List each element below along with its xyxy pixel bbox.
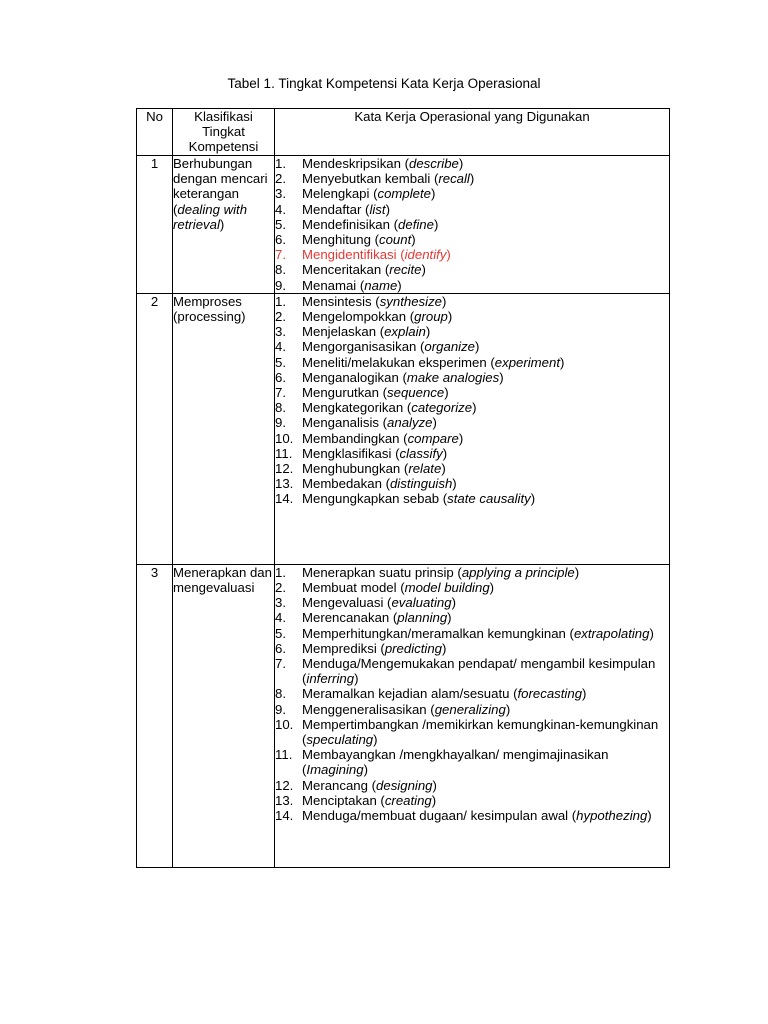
- item-end: ): [647, 808, 652, 824]
- item-end: ): [431, 186, 436, 202]
- item-english: compare: [407, 430, 459, 446]
- item-english: experiment: [494, 354, 561, 370]
- list-item: [275, 461, 669, 476]
- item-number: 2.: [275, 309, 286, 325]
- item-english: identify: [404, 247, 447, 263]
- item-english: state causality: [447, 491, 531, 507]
- item-number: 6.: [275, 640, 286, 656]
- item-text: Mengkategorikan (: [302, 400, 412, 416]
- list-item: [275, 793, 669, 808]
- item-english: group: [414, 309, 448, 325]
- item-end: ): [441, 461, 446, 477]
- item-english: hypothezing: [576, 808, 648, 824]
- item-english: name: [364, 277, 398, 293]
- item-text: Menganalogikan (: [302, 369, 407, 385]
- item-number: 12.: [275, 777, 294, 793]
- item-text: Mengungkapkan sebab (: [302, 491, 448, 507]
- item-end: ): [432, 415, 437, 431]
- item-text: Mengorganisasikan (: [302, 339, 425, 355]
- item-number: 4.: [275, 339, 286, 355]
- list-item: [275, 294, 669, 309]
- item-text: Menerapkan suatu prinsip (: [302, 564, 462, 580]
- item-number: 9.: [275, 701, 286, 717]
- list-item: [275, 686, 669, 701]
- row-classification: [173, 564, 275, 867]
- item-english: inferring: [306, 671, 355, 687]
- item-end: ): [447, 610, 452, 626]
- list-item: [275, 610, 669, 625]
- item-end: ): [373, 732, 378, 748]
- item-english: explain: [384, 324, 426, 340]
- item-end: ): [472, 400, 477, 416]
- row-number: 3: [137, 564, 173, 867]
- item-english: complete: [377, 186, 432, 202]
- item-number: 8.: [275, 262, 286, 278]
- item-end: ): [442, 293, 447, 309]
- list-item: [275, 217, 669, 232]
- list-item: [275, 186, 669, 201]
- item-english: categorize: [411, 400, 473, 416]
- item-number: 7.: [275, 247, 286, 263]
- item-english: predicting: [384, 640, 442, 656]
- item-end: ): [397, 277, 402, 293]
- item-number: 14.: [275, 491, 294, 507]
- item-number: 10.: [275, 716, 294, 732]
- item-number: 7.: [275, 656, 286, 672]
- item-english: describe: [409, 156, 459, 171]
- item-end: ): [385, 201, 390, 217]
- row-verbs: [275, 293, 670, 564]
- item-number: 2.: [275, 580, 286, 596]
- item-end: ): [451, 595, 456, 611]
- item-text: Menggeneralisasikan (: [302, 701, 435, 717]
- verb-list: [275, 156, 669, 293]
- item-number: 7.: [275, 385, 286, 401]
- item-english: define: [398, 216, 434, 232]
- list-item: [275, 355, 669, 370]
- item-end: ): [489, 580, 495, 596]
- classification-text: Menerapkan dan mengevaluasi: [173, 564, 272, 596]
- header-no: No: [137, 109, 173, 156]
- item-text: Menduga/membuat dugaan/ kesimpulan awal (: [302, 808, 577, 824]
- item-number: 3.: [275, 324, 286, 340]
- list-item: [275, 565, 669, 580]
- list-item: [275, 262, 669, 277]
- item-text: Mendeskripsikan (: [302, 156, 410, 171]
- item-text: Melengkapi (: [302, 186, 378, 202]
- list-item: [275, 778, 669, 793]
- item-number: 3.: [275, 186, 286, 202]
- item-end: ): [411, 232, 416, 248]
- item-english: planning: [397, 610, 448, 626]
- item-english: synthesize: [379, 293, 442, 309]
- item-english: applying a principle: [461, 564, 575, 580]
- item-text: Menghitung (: [302, 232, 379, 248]
- item-end: ): [505, 701, 511, 717]
- list-item: [275, 626, 669, 641]
- header-klasifikasi: Klasifikasi Tingkat Kompetensi: [173, 109, 275, 156]
- item-text: Mengidentifikasi (: [302, 247, 405, 263]
- item-number: 1.: [275, 564, 286, 580]
- item-english: forecasting: [517, 686, 583, 702]
- item-text: Meneliti/melakukan eksperimen (: [302, 354, 495, 370]
- list-item: [275, 702, 669, 717]
- item-text: Membuat model (: [302, 580, 405, 596]
- item-number: 9.: [275, 277, 286, 293]
- classification-end: ): [219, 216, 225, 232]
- item-number: 2.: [275, 171, 286, 187]
- item-number: 5.: [275, 625, 286, 641]
- item-number: 10.: [275, 430, 294, 446]
- list-item: [275, 385, 669, 400]
- item-end: ): [432, 777, 437, 793]
- list-item: [275, 339, 669, 354]
- item-number: 11.: [275, 747, 293, 763]
- item-end: ): [475, 339, 480, 355]
- item-end: ): [499, 369, 504, 385]
- list-item: [275, 808, 669, 823]
- item-end: ): [574, 564, 580, 580]
- item-text: Menceritakan (: [302, 262, 390, 278]
- list-item: [275, 171, 669, 186]
- item-english: model building: [404, 580, 490, 596]
- item-english: organize: [424, 339, 476, 355]
- item-number: 5.: [275, 354, 286, 370]
- table-row: [137, 156, 670, 294]
- item-english: Imagining: [306, 762, 364, 778]
- verb-list: [275, 294, 669, 507]
- item-number: 13.: [275, 476, 294, 492]
- item-text: Meramalkan kejadian alam/sesuatu (: [302, 686, 518, 702]
- list-item: [275, 595, 669, 610]
- item-english: sequence: [387, 385, 445, 401]
- item-english: recite: [389, 262, 422, 278]
- competency-table: [136, 108, 670, 868]
- row-classification: [173, 156, 275, 294]
- item-english: relate: [408, 461, 442, 477]
- verb-list: [275, 565, 669, 823]
- item-end: ): [446, 247, 451, 263]
- classification-text: Memproses (processing): [173, 293, 246, 325]
- item-text: Mengelompokkan (: [302, 309, 415, 325]
- item-end: ): [452, 476, 457, 492]
- list-item: [275, 431, 669, 446]
- table-header-row: [137, 109, 670, 156]
- item-text: Menduga/Mengemukakan pendapat/ mengambil kesimpulan (: [302, 656, 656, 687]
- item-english: speculating: [306, 732, 374, 748]
- item-text: Mendaftar (: [302, 201, 370, 217]
- row-verbs: [275, 564, 670, 867]
- list-item: [275, 324, 669, 339]
- list-item: [275, 717, 669, 747]
- list-item: [275, 232, 669, 247]
- item-english: generalizing: [434, 701, 506, 717]
- classification-text: Berhubungan dengan mencari keterangan (: [173, 156, 268, 217]
- item-number: 4.: [275, 201, 286, 217]
- item-end: ): [442, 445, 448, 461]
- item-number: 14.: [275, 808, 294, 824]
- item-end: ): [442, 640, 447, 656]
- item-number: 8.: [275, 686, 286, 702]
- item-number: 5.: [275, 216, 286, 232]
- item-english: extrapolating: [573, 625, 650, 641]
- item-text: Membedakan (: [302, 476, 390, 492]
- item-text: Menganalisis (: [302, 415, 388, 431]
- item-end: ): [458, 156, 464, 171]
- item-number: 6.: [275, 369, 286, 385]
- item-english: make analogies: [406, 369, 500, 385]
- item-text: Memperhitungkan/meramalkan kemungkinan (: [302, 625, 574, 641]
- list-item: [275, 415, 669, 430]
- list-item: [275, 370, 669, 385]
- item-end: ): [458, 430, 464, 446]
- item-number: 9.: [275, 415, 286, 431]
- item-text: Memprediksi (: [302, 640, 385, 656]
- item-end: ): [530, 491, 536, 507]
- item-end: ): [421, 262, 426, 278]
- table-row: [137, 564, 670, 867]
- list-item: [275, 400, 669, 415]
- item-number: 12.: [275, 461, 294, 477]
- row-number: 1: [137, 156, 173, 294]
- item-end: ): [447, 309, 453, 325]
- list-item: [275, 580, 669, 595]
- item-text: Menciptakan (: [302, 792, 385, 808]
- item-text: Mengurutkan (: [302, 385, 388, 401]
- list-item: [275, 747, 669, 777]
- list-item: [275, 476, 669, 491]
- item-text: Merencanakan (: [302, 610, 398, 626]
- item-end: ): [469, 171, 475, 187]
- item-end: ): [444, 385, 449, 401]
- item-end: ): [560, 354, 565, 370]
- item-text: Mengklasifikasi (: [302, 445, 400, 461]
- item-end: ): [582, 686, 587, 702]
- item-english: list: [369, 201, 386, 217]
- item-english: classify: [399, 445, 443, 461]
- item-english: evaluating: [391, 595, 452, 611]
- item-number: 6.: [275, 232, 286, 248]
- header-kata-kerja: Kata Kerja Operasional yang Digunakan: [275, 109, 670, 156]
- list-item: [275, 278, 669, 293]
- row-classification: [173, 293, 275, 564]
- item-number: 1.: [275, 156, 286, 171]
- item-text: Membayangkan /mengkhayalkan/ mengimajinasikan (: [302, 747, 609, 778]
- list-item: [275, 202, 669, 217]
- item-number: 1.: [275, 293, 286, 309]
- item-english: recall: [438, 171, 470, 187]
- table-row: [137, 293, 670, 564]
- item-english: distinguish: [389, 476, 453, 492]
- list-item-highlighted: [275, 247, 669, 262]
- item-number: 4.: [275, 610, 286, 626]
- item-end: ): [425, 324, 431, 340]
- row-number: 2: [137, 293, 173, 564]
- item-text: Menjelaskan (: [302, 324, 385, 340]
- item-text: Menamai (: [302, 277, 365, 293]
- list-item: [275, 656, 669, 686]
- item-english: count: [378, 232, 412, 248]
- item-text: Mengevaluasi (: [302, 595, 392, 611]
- item-end: ): [363, 762, 368, 778]
- item-end: ): [649, 625, 654, 641]
- classification-italic: dealing with retrieval: [173, 201, 248, 232]
- item-number: 13.: [275, 792, 294, 808]
- item-english: designing: [376, 777, 433, 793]
- item-end: ): [431, 792, 437, 808]
- list-item: [275, 446, 669, 461]
- list-item: [275, 156, 669, 171]
- item-number: 11.: [275, 445, 293, 461]
- item-end: ): [354, 671, 359, 687]
- list-item: [275, 309, 669, 324]
- item-english: analyze: [387, 415, 433, 431]
- item-text: Mensintesis (: [302, 293, 380, 309]
- list-item: [275, 491, 669, 506]
- item-text: Mempertimbangkan /memikirkan kemungkinan-kemungkinan (: [302, 716, 659, 748]
- item-text: Merancang (: [302, 777, 377, 793]
- item-english: creating: [384, 792, 432, 808]
- item-text: Menghubungkan (: [302, 461, 409, 477]
- list-item: [275, 641, 669, 656]
- item-text: Menyebutkan kembali (: [302, 171, 439, 187]
- row-verbs: [275, 156, 670, 294]
- item-number: 8.: [275, 400, 286, 416]
- table-caption: Tabel 1. Tingkat Kompetensi Kata Kerja Operasional: [227, 76, 541, 91]
- item-text: Membandingkan (: [302, 430, 408, 446]
- item-number: 3.: [275, 595, 286, 611]
- item-text: Mendefinisikan (: [302, 216, 399, 232]
- item-end: ): [433, 216, 439, 232]
